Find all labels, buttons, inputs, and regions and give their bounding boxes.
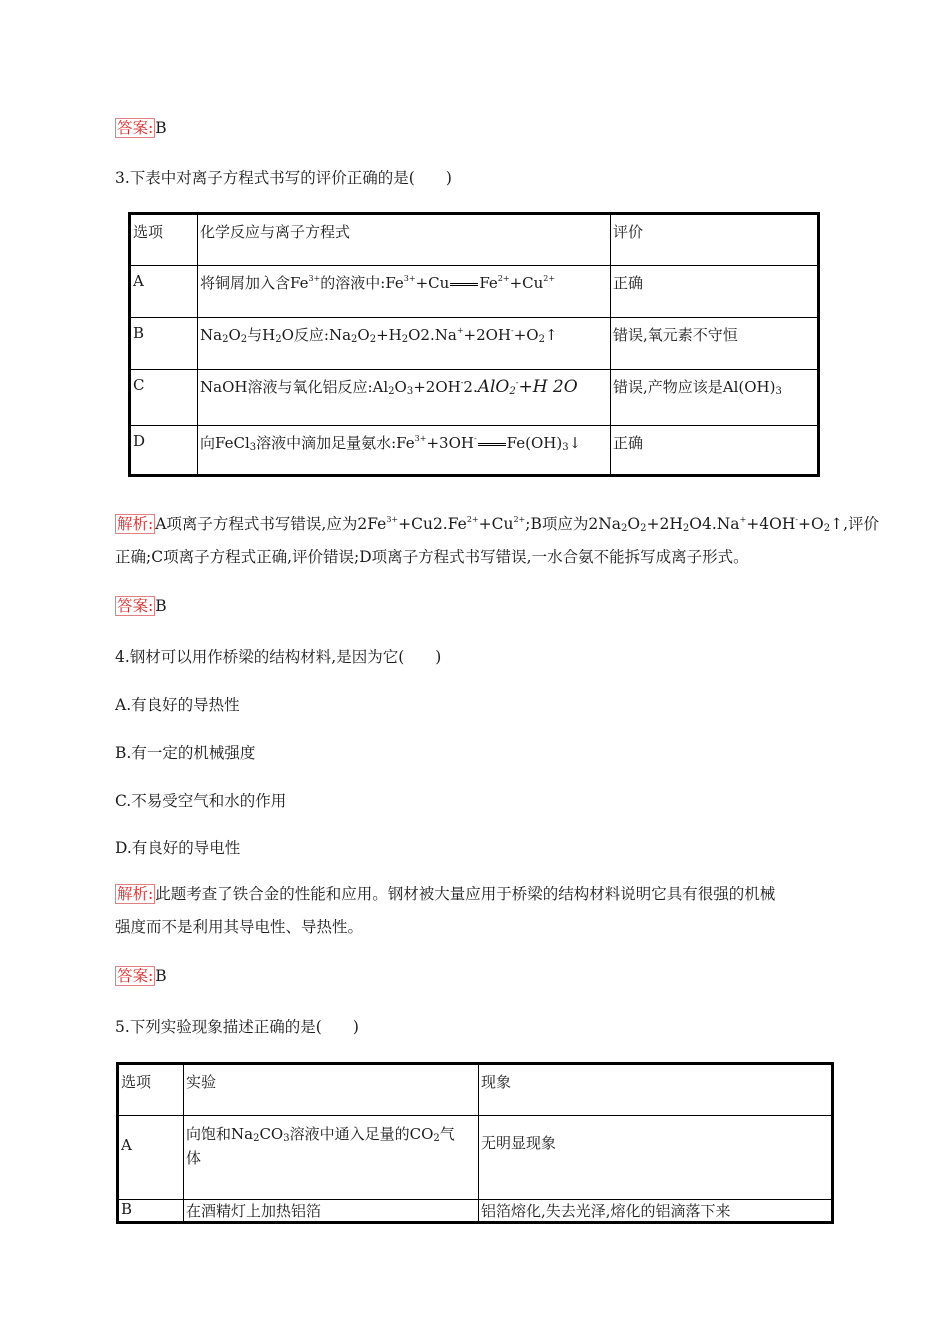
option-a: A.有良好的导热性 [115,696,240,714]
answer-tag: 答案: [117,119,154,137]
table-header-cell: 实验 [184,1064,479,1116]
q4-analysis-line1 [115,883,775,905]
evaluation-cell: 正确 [611,266,819,318]
table-header-cell: 评价 [611,214,819,266]
q3-answer [115,596,167,616]
q3-analysis-line2: 正确;C项离子方程式正确,评价错误;D项离子方程式书写错误,一水合氨不能拆写成离子形式。 [115,548,749,566]
q5-table [116,1062,834,1224]
evaluation-cell: 正确 [611,426,819,476]
experiment-cell: 向饱和$Na_2CO_3$溶液中通入足量的$CO_2$气 体 [184,1116,479,1200]
table-row [118,1116,833,1200]
answer-tag: 答案: [117,597,154,615]
q5-stem: 5.下列实验现象描述正确的是( ) [115,1018,359,1036]
q4-analysis-line2: 强度而不是利用其导电性、导热性。 [115,918,364,936]
q3-stem: 3.下表中对离子方程式书写的评价正确的是( ) [115,169,452,187]
table-row [130,370,819,426]
option-cell: B [118,1200,184,1223]
option-cell: A [130,266,198,318]
table-row [118,1200,833,1223]
table-header-cell: 选项 [130,214,198,266]
table-row [118,1064,833,1116]
option-c: C.不易受空气和水的作用 [115,792,287,810]
table-header-cell: 选项 [118,1064,184,1116]
option-cell: D [130,426,198,476]
option-cell: C [130,370,198,426]
table-header-cell: 化学反应与离子方程式 [198,214,611,266]
experiment-cell: 在酒精灯上加热铝箔 [184,1200,479,1223]
answer-tag: 答案: [117,967,154,985]
q4-answer [115,966,167,986]
answer-value: B [155,967,167,985]
table-row [130,214,819,266]
equation-cell: 向FeCl$_3$溶液中滴加足量氨水$:Fe^{3+}+3OH^-$ $Fe(OH)_3↓$ [198,426,611,476]
answer-value: B [155,597,167,615]
analysis-tag: 解析: [117,885,154,903]
equation-cell: $Na_2O_2$与$H_2O$反应$:Na_2O_2+H_2O2.Na^++2OH^-+O_2↑$ [198,318,611,370]
q4-stem: 4.钢材可以用作桥梁的结构材料,是因为它( ) [115,648,442,666]
q3-analysis-line1: 解析: A项离子方程式书写错误,应为$2Fe^{3+}+Cu2.Fe^{2+}+Cu^{2+};B$项应为$2Na_2O_2+2H_2O4.Na^++4OH^-+O_2↑$,评价 [117,515,880,534]
answer-value: B [155,119,167,137]
evaluation-cell: 错误,产物应该是$Al(OH)_3$ [611,370,819,426]
analysis-text: 此题考查了铁合金的性能和应用。钢材被大量应用于桥梁的结构材料说明它具有很强的机械 [155,885,776,903]
evaluation-cell: 错误,氧元素不守恒 [611,318,819,370]
table-row [130,266,819,318]
option-cell: B [130,318,198,370]
result-cell: 无明显现象 [479,1116,833,1200]
q2-answer [115,118,167,138]
option-b: B.有一定的机械强度 [115,744,256,762]
table-header-cell: 现象 [479,1064,833,1116]
table-row [130,318,819,370]
equation-cell: NaOH溶液与氧化铝反应$:Al_2O_3+2OH^-2.AlO_2^-+H$ 2O [198,370,611,426]
table-row [130,426,819,476]
option-d: D.有良好的导电性 [115,839,241,857]
option-cell: A [118,1116,184,1200]
equation-cell: 将铜屑加入含$Fe^{3+}$的溶液中$:Fe^{3+}+Cu$ $Fe^{2+}+Cu^{2+}$ [198,266,611,318]
analysis-tag: 解析: [117,515,154,533]
result-cell: 铝箔熔化,失去光泽,熔化的铝滴落下来 [479,1200,833,1223]
q3-table [128,212,820,477]
